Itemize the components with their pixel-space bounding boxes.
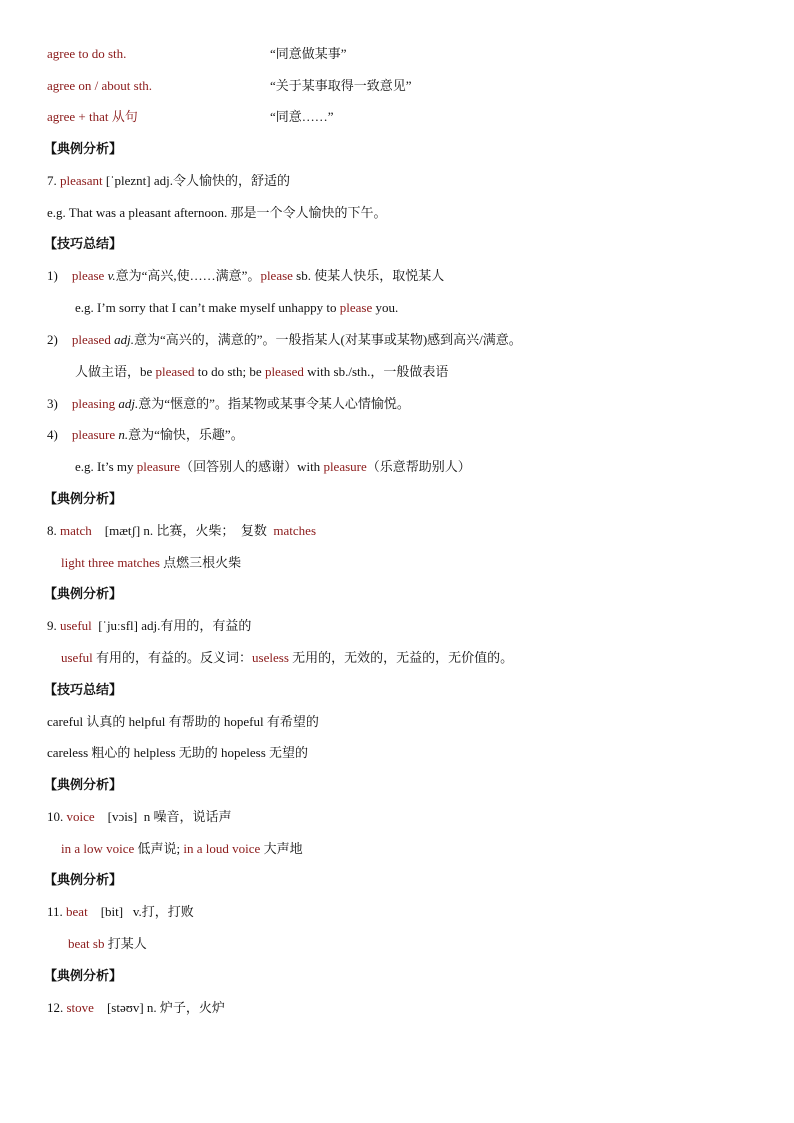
phrase-meaning: 打某人 bbox=[104, 936, 147, 951]
agree-that-meaning: “同意……” bbox=[270, 109, 334, 124]
phrase-suffix: 从句 bbox=[111, 109, 138, 124]
phrase-meaning: 低声说; bbox=[134, 841, 184, 856]
tip-word: please bbox=[71, 268, 108, 283]
phrase-text: agree to do sth. bbox=[47, 46, 127, 61]
item-definition: [stəʊv] n. 炉子，火炉 bbox=[93, 1000, 225, 1015]
tip-text: 意为“惬意的”。指某物或某事令某人心情愉悦。 bbox=[138, 396, 410, 411]
heading-example-analysis: 【典例分析】 bbox=[44, 141, 123, 156]
item-definition: [ˈjuːsfl] adj.有用的，有益的 bbox=[91, 618, 252, 633]
tip-number: 1) bbox=[47, 268, 58, 283]
heading-example-analysis: 【典例分析】 bbox=[44, 968, 123, 983]
tip-1 bbox=[47, 267, 444, 285]
tip-pos: adj. bbox=[114, 332, 134, 347]
item-number: 9. bbox=[47, 618, 60, 633]
example-word-2: pleasure bbox=[323, 459, 367, 474]
item-9-title bbox=[47, 617, 251, 635]
tip-2-example bbox=[75, 363, 448, 381]
tip-text: 意为“愉快，乐趣”。 bbox=[128, 427, 244, 442]
phrase-text: agree + that bbox=[47, 109, 112, 124]
example-text: e.g. I’m sorry that I can’t make myself unhappy to bbox=[75, 300, 340, 315]
item-10-title bbox=[47, 808, 232, 826]
tip-text: 意为“高兴,使……满意”。 bbox=[115, 268, 261, 283]
phrase-text: beat sb bbox=[68, 936, 105, 951]
agree-to-meaning: “同意做某事” bbox=[270, 46, 347, 61]
example-text-mid: to do sth; be bbox=[194, 364, 265, 379]
heading-example-analysis: 【典例分析】 bbox=[44, 777, 123, 792]
example-word-2: pleased bbox=[264, 364, 304, 379]
item-definition: [vɔis] n 噪音，说话声 bbox=[94, 809, 232, 824]
item-10-phrases bbox=[61, 840, 303, 858]
item-word: voice bbox=[66, 809, 95, 824]
heading-tips-summary: 【技巧总结】 bbox=[44, 682, 123, 697]
tip-2 bbox=[47, 331, 522, 349]
example-text-end: with sb./sth.，一般做表语 bbox=[303, 364, 449, 379]
item-number: 12. bbox=[47, 1000, 67, 1015]
agree-on-meaning: “关于某事取得一致意见” bbox=[270, 78, 412, 93]
item-word: match bbox=[60, 523, 92, 538]
tip-pos: n. bbox=[118, 427, 129, 442]
example-text: e.g. It’s my bbox=[75, 459, 137, 474]
item-7-example: e.g. That was a pleasant afternoon. 那是一个令人愉快的下午。 bbox=[47, 205, 387, 220]
item-8-title bbox=[47, 522, 316, 540]
item-9-explanation bbox=[61, 649, 513, 667]
example-word: pleased bbox=[155, 364, 195, 379]
phrase-meaning-2: 大声地 bbox=[260, 841, 303, 856]
heading-example-analysis: 【典例分析】 bbox=[44, 491, 123, 506]
phrase-meaning: 点燃三根火柴 bbox=[159, 555, 242, 570]
item-11-phrase bbox=[68, 935, 147, 953]
item-word: useful bbox=[61, 650, 93, 665]
item-number: 7. bbox=[47, 173, 60, 188]
heading-tips-summary: 【技巧总结】 bbox=[44, 236, 123, 251]
item-12-title bbox=[47, 999, 225, 1017]
phrase-text: light three matches bbox=[61, 555, 160, 570]
phrase-text: agree on / about sth. bbox=[47, 78, 153, 93]
item-definition: [ˈpleznt] adj.令人愉快的，舒适的 bbox=[102, 173, 290, 188]
tip-word: pleasure bbox=[71, 427, 119, 442]
tip-pos: v. bbox=[107, 268, 116, 283]
item-11-title bbox=[47, 903, 194, 921]
phrase-text: in a low voice bbox=[61, 841, 135, 856]
item-definition: [bit] v.打，打败 bbox=[87, 904, 194, 919]
tip-3 bbox=[47, 395, 410, 413]
explanation-text: 有用的，有益的。反义词： bbox=[92, 650, 253, 665]
item-word: beat bbox=[66, 904, 88, 919]
tip-text-2: sb. 使某人快乐，取悦某人 bbox=[292, 268, 445, 283]
agree-to-phrase bbox=[47, 45, 126, 63]
example-text: 人做主语，be bbox=[75, 364, 156, 379]
tip-pos: adj. bbox=[118, 396, 139, 411]
example-word: pleasure bbox=[136, 459, 181, 474]
example-text-mid: （回答别人的感谢）with bbox=[180, 459, 324, 474]
item-plural: matches bbox=[273, 523, 316, 538]
item-word: pleasant bbox=[60, 173, 103, 188]
example-text-end: （乐意帮助别人） bbox=[366, 459, 471, 474]
tip-number: 4) bbox=[47, 427, 58, 442]
tips-9-line-1: careful 认真的 helpful 有帮助的 hopeful 有希望的 bbox=[47, 714, 319, 729]
tip-text: 意为“高兴的，满意的”。一般指某人(对某事或某物)感到高兴/满意。 bbox=[133, 332, 522, 347]
item-number: 11. bbox=[47, 904, 67, 919]
item-definition: [mætʃ] n. 比赛，火柴； 复数 bbox=[91, 523, 274, 538]
agree-on-phrase bbox=[47, 77, 152, 95]
item-7-title bbox=[47, 172, 290, 190]
item-8-phrase bbox=[61, 554, 241, 572]
antonym-word: useless bbox=[252, 650, 289, 665]
heading-example-analysis: 【典例分析】 bbox=[44, 586, 123, 601]
tip-word-2: please bbox=[260, 268, 293, 283]
tips-9-line-2: careless 粗心的 helpless 无助的 hopeless 无望的 bbox=[47, 745, 309, 760]
explanation-text-2: 无用的，无效的，无益的，无价值的。 bbox=[288, 650, 514, 665]
example-word: please bbox=[339, 300, 373, 315]
heading-example-analysis: 【典例分析】 bbox=[44, 872, 123, 887]
item-word: useful bbox=[60, 618, 92, 633]
tip-4 bbox=[47, 426, 244, 444]
agree-that-phrase bbox=[47, 108, 138, 126]
tip-word: pleased bbox=[71, 332, 115, 347]
item-number: 8. bbox=[47, 523, 60, 538]
tip-1-example bbox=[75, 299, 398, 317]
tip-number: 2) bbox=[47, 332, 58, 347]
item-word: stove bbox=[66, 1000, 94, 1015]
phrase-text-2: in a loud voice bbox=[183, 841, 261, 856]
example-text-end: you. bbox=[372, 300, 399, 315]
tip-number: 3) bbox=[47, 396, 58, 411]
tip-4-example bbox=[75, 458, 471, 476]
item-number: 10. bbox=[47, 809, 67, 824]
tip-word: pleasing bbox=[71, 396, 119, 411]
